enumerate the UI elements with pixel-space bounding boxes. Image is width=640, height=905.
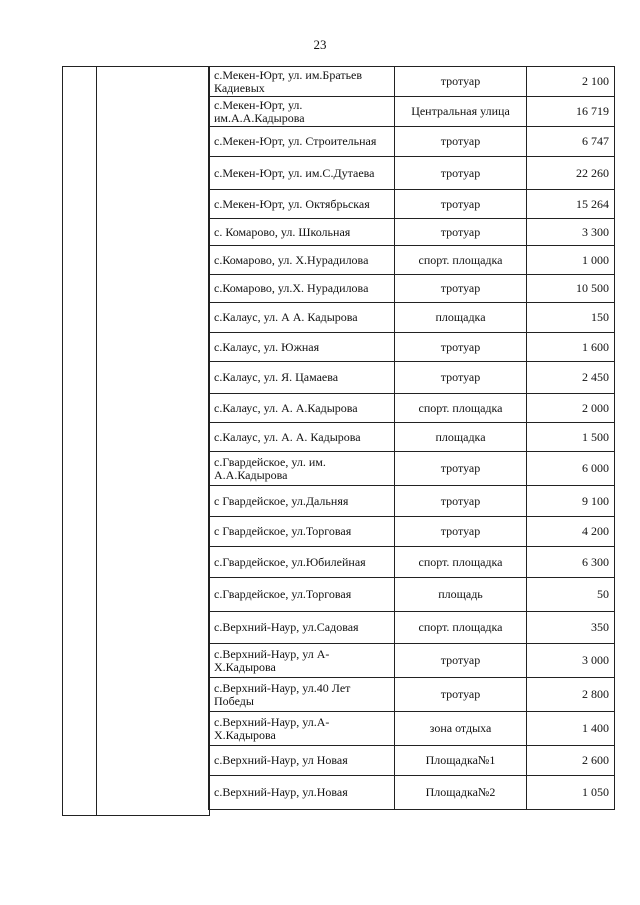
area-cell: 10 500 bbox=[527, 275, 615, 303]
object-type-cell: Центральная улица bbox=[395, 97, 527, 127]
object-type-cell: тротуар bbox=[395, 517, 527, 547]
table-row bbox=[209, 776, 615, 810]
object-type-cell: тротуар bbox=[395, 219, 527, 246]
table-row bbox=[209, 67, 615, 97]
area-cell: 9 100 bbox=[527, 486, 615, 517]
address-cell: с.Мекен-Юрт, ул. Октябрьская bbox=[209, 190, 395, 219]
object-type-cell: зона отдыха bbox=[395, 712, 527, 746]
address-cell: с.Комарово, ул.Х. Нурадилова bbox=[209, 275, 395, 303]
area-cell: 22 260 bbox=[527, 157, 615, 190]
area-cell: 1 500 bbox=[527, 423, 615, 452]
address-cell: с.Мекен-Юрт, ул. им.С.Дутаева bbox=[209, 157, 395, 190]
object-type-cell: площадка bbox=[395, 423, 527, 452]
area-cell: 150 bbox=[527, 303, 615, 333]
object-type-cell: площадка bbox=[395, 303, 527, 333]
area-cell: 4 200 bbox=[527, 517, 615, 547]
table-row bbox=[209, 394, 615, 423]
table-row bbox=[209, 157, 615, 190]
object-type-cell: тротуар bbox=[395, 190, 527, 219]
address-cell: с.Мекен-Юрт, ул. им.А.А.Кадырова bbox=[209, 97, 395, 127]
area-cell: 3 000 bbox=[527, 644, 615, 678]
table-row bbox=[209, 678, 615, 712]
object-type-cell: тротуар bbox=[395, 157, 527, 190]
table-row bbox=[209, 97, 615, 127]
object-type-cell: тротуар bbox=[395, 275, 527, 303]
table-row bbox=[209, 190, 615, 219]
table-row bbox=[209, 578, 615, 612]
area-cell: 1 400 bbox=[527, 712, 615, 746]
address-cell: с.Верхний-Наур, ул.Садовая bbox=[209, 612, 395, 644]
works-table bbox=[208, 66, 615, 810]
address-cell: с.Калаус, ул. А. А.Кадырова bbox=[209, 394, 395, 423]
table-row bbox=[209, 486, 615, 517]
table-row bbox=[209, 612, 615, 644]
address-cell: с Гвардейское, ул.Торговая bbox=[209, 517, 395, 547]
object-type-cell: Площадка№1 bbox=[395, 746, 527, 776]
table-row bbox=[209, 517, 615, 547]
object-type-cell: тротуар bbox=[395, 452, 527, 486]
table-row bbox=[209, 712, 615, 746]
area-cell: 6 747 bbox=[527, 127, 615, 157]
address-cell: с.Калаус, ул. Южная bbox=[209, 333, 395, 362]
area-cell: 16 719 bbox=[527, 97, 615, 127]
left-column-divider bbox=[96, 66, 97, 816]
address-cell: с.Калаус, ул. А А. Кадырова bbox=[209, 303, 395, 333]
area-cell: 1 000 bbox=[527, 246, 615, 275]
table-row bbox=[209, 746, 615, 776]
object-type-cell: тротуар bbox=[395, 678, 527, 712]
area-cell: 2 800 bbox=[527, 678, 615, 712]
address-cell: с.Гвардейское, ул. им. А.А.Кадырова bbox=[209, 452, 395, 486]
object-type-cell: тротуар bbox=[395, 333, 527, 362]
object-type-cell: спорт. площадка bbox=[395, 547, 527, 578]
object-type-cell: тротуар bbox=[395, 486, 527, 517]
table-row bbox=[209, 423, 615, 452]
object-type-cell: площадь bbox=[395, 578, 527, 612]
address-cell: с.Гвардейское, ул.Юбилейная bbox=[209, 547, 395, 578]
object-type-cell: тротуар bbox=[395, 362, 527, 394]
object-type-cell: тротуар bbox=[395, 127, 527, 157]
area-cell: 2 000 bbox=[527, 394, 615, 423]
object-type-cell: тротуар bbox=[395, 67, 527, 97]
object-type-cell: тротуар bbox=[395, 644, 527, 678]
table-row bbox=[209, 275, 615, 303]
address-cell: с.Калаус, ул. А. А. Кадырова bbox=[209, 423, 395, 452]
address-cell: с.Калаус, ул. Я. Цамаева bbox=[209, 362, 395, 394]
page-number: 23 bbox=[313, 37, 327, 52]
address-cell: с.Гвардейское, ул.Торговая bbox=[209, 578, 395, 612]
address-cell: с.Верхний-Наур, ул А-Х.Кадырова bbox=[209, 644, 395, 678]
table-row bbox=[209, 127, 615, 157]
object-type-cell: спорт. площадка bbox=[395, 612, 527, 644]
table-row bbox=[209, 452, 615, 486]
area-cell: 2 600 bbox=[527, 746, 615, 776]
object-type-cell: спорт. площадка bbox=[395, 394, 527, 423]
table-row bbox=[209, 333, 615, 362]
area-cell: 3 300 bbox=[527, 219, 615, 246]
works-table-body bbox=[209, 67, 615, 810]
address-cell: с.Комарово, ул. Х.Нурадилова bbox=[209, 246, 395, 275]
area-cell: 1 050 bbox=[527, 776, 615, 810]
table-row bbox=[209, 303, 615, 333]
object-type-cell: Площадка№2 bbox=[395, 776, 527, 810]
address-cell: с.Верхний-Наур, ул.40 Лет Победы bbox=[209, 678, 395, 712]
area-cell: 350 bbox=[527, 612, 615, 644]
address-cell: с.Верхний-Наур, ул.Новая bbox=[209, 776, 395, 810]
table-row bbox=[209, 547, 615, 578]
object-type-cell: спорт. площадка bbox=[395, 246, 527, 275]
table-row bbox=[209, 644, 615, 678]
area-cell: 2 450 bbox=[527, 362, 615, 394]
area-cell: 2 100 bbox=[527, 67, 615, 97]
address-cell: с.Верхний-Наур, ул.А-Х.Кадырова bbox=[209, 712, 395, 746]
table-row bbox=[209, 219, 615, 246]
area-cell: 6 000 bbox=[527, 452, 615, 486]
table-row bbox=[209, 362, 615, 394]
address-cell: с Гвардейское, ул.Дальняя bbox=[209, 486, 395, 517]
area-cell: 50 bbox=[527, 578, 615, 612]
address-cell: с.Верхний-Наур, ул Новая bbox=[209, 746, 395, 776]
table-row bbox=[209, 246, 615, 275]
address-cell: с.Мекен-Юрт, ул. им.Братьев Кадиевых bbox=[209, 67, 395, 97]
address-cell: с.Мекен-Юрт, ул. Строительная bbox=[209, 127, 395, 157]
area-cell: 1 600 bbox=[527, 333, 615, 362]
left-merged-cells bbox=[62, 66, 210, 816]
area-cell: 6 300 bbox=[527, 547, 615, 578]
area-cell: 15 264 bbox=[527, 190, 615, 219]
address-cell: с. Комарово, ул. Школьная bbox=[209, 219, 395, 246]
